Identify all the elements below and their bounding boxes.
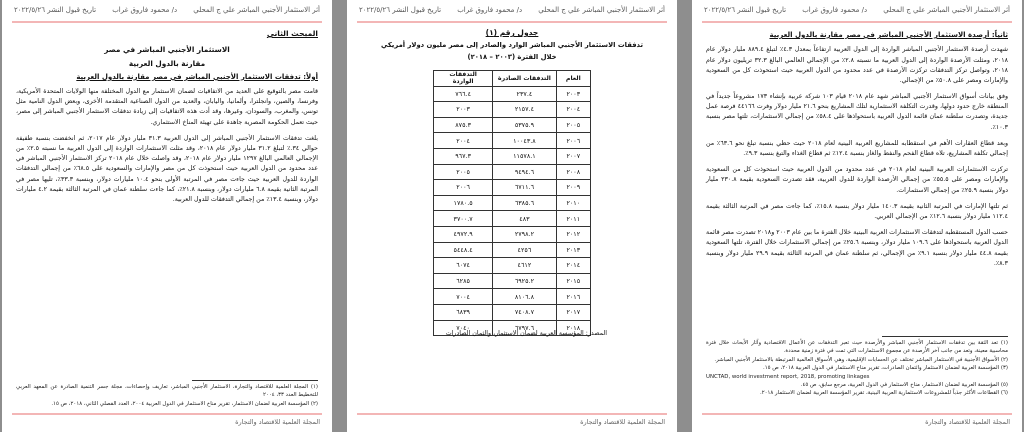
- paragraph: بلغت تدفقات الاستثمار الأجنبي المباشر إلى الدول العربية ٣١.٣ مليار دولار عام ٢٠١٧، ثم انخفضت بنسبة طفيفة حوالي ٣٤.٪ لتبلغ ٣١.٢ مليار دولار عام ٢٠١٨، وقد مثلت الاستثمارات الواردة إلى الدول العربية ما نسبته ٢.٥٪ من الإجمالي العالمي البالغ ١٢٩٧ مليار دولار عام ٢٠١٨، وقد واصلت خلال عام ٢٠١٨ تركز الاستثمار الأجنبي المباشر في عدد محدود من الدول العربية حيث استحوذت كل من مصر والإمارات والسعودية على ٦٨.٥٪ من إجمالي التدفقات الواردة للدول العربية حيث جاءت مصر في المرتبة الأولى بنحو ١٠.٤ مليارات دولار، وبنسبة ٣٣.٣٪، تليها مصر في المرتبة الثانية بقيمة ٦.٨ مليارات دولار، وبنسبة ٢١.٨٪، كما جاءت سلطنة عمان في المرتبة الثالثة بقيمة ٤.٢ مليارات دولار، وبنسبة ١٣.٤٪ من إجمالي التدفقات للدول العربية.: [16, 134, 318, 203]
- main-title-line-1: الاستثمار الأجنبي المباشر في مصر: [104, 45, 230, 55]
- footer-divider: [702, 413, 1012, 415]
- page-footer: المجلة العلمية للاقتصاد والتجارة: [235, 418, 320, 426]
- footnote: (٥) المؤسسة العربية لضمان الاستثمار، مناخ الاستثمار في الدول العربية، مرجع سابق، ص ٤٥.: [800, 381, 1008, 388]
- table-row: [434, 180, 591, 196]
- table-cell: ٧٤٠٨.٧: [493, 304, 556, 320]
- table-row: [434, 117, 591, 133]
- table-cell: ٢٠١٦: [556, 289, 590, 305]
- footnotes: [16, 383, 318, 408]
- table-cell: ٧٦٦.٤: [434, 86, 493, 102]
- header-date: تاريخ قبول النشر ٢٠٢٢/٥/٢٦: [14, 6, 97, 14]
- table-row: [434, 273, 591, 289]
- table-period: خلال الفترة (٢٠٠٣ – ٢٠١٨): [467, 53, 557, 61]
- table-cell: ٢٠١١: [556, 211, 590, 227]
- table-cell: ٤٢٥٦: [493, 242, 556, 258]
- column-header: التدفقات الصادرة: [493, 71, 556, 87]
- footnote: (١) المجلة العلمية للاقتصاد والتجارة، الاستثمار الأجنبي المباشر، تعاريف وإحصاءات، مجلة جسر التنمية الصادرة عن المعهد العربي للتخطيط العدد ٣٣، ٢٠٠٤: [16, 384, 318, 399]
- header-title: أثر الاستثمار الأجنبي المباشر علي ج المحلي: [193, 6, 320, 14]
- table-caption: [361, 28, 663, 61]
- table-cell: ٢٠١٢: [556, 226, 590, 242]
- table-cell: ٢٣٧.٤: [493, 86, 556, 102]
- paragraph: وبعد قطاع العقارات الأهم في استقطابه للمشاريع العربية البينية لعام ٢٠١٨ حيث حظي بنسبة تبلغ نحو ٦٣.٦٪ من إجمالي تكلفة المشاريع، تلاه قطاع الفحم والنفط والغاز بنسبة ١٢.٤٪ ثم قطاع الغذاء والتبغ بنسبة ٩.٣٪.: [706, 139, 1008, 158]
- main-title-line-2: مقارنة بالدول العربية: [128, 58, 206, 68]
- footnote: (١) تعد الثقة بين تدفقات الاستثمار الأجنبي المباشر والأرصدة حيث تعبر التدفقات عن الأعمال الاقتصادية وآثار الأبحاث خلال فترة محاسبية معينة، وتعد من جانب آخر الأرصدة عن مجموع الاستثمارات التي تمت في فترة زمنية محددة.: [706, 340, 1008, 355]
- table-cell: ٢٠٠٥: [434, 164, 493, 180]
- table-cell: ٦٧١١.٦: [493, 180, 556, 196]
- header-author: د/ محمود فاروق غراب: [457, 6, 523, 14]
- table-cell: ٢٠٠٦: [556, 133, 590, 149]
- table-cell: ٩٤٩٤.٦: [493, 164, 556, 180]
- table-cell: ٦٢٨٥: [434, 273, 493, 289]
- table-cell: ٤٩٧٢.٩: [434, 226, 493, 242]
- footnote-divider: [192, 380, 318, 381]
- header-title: أثر الاستثمار الأجنبي المباشر علي ج المحلي: [538, 6, 665, 14]
- table-cell: ٦٧٩٧.٦: [493, 320, 556, 336]
- table-row: [434, 304, 591, 320]
- header-divider: [702, 21, 1012, 23]
- table-cell: ٩٦٧.٣: [434, 148, 493, 164]
- column-header: العام: [556, 71, 590, 87]
- table-row: [434, 164, 591, 180]
- table-cell: ٢٠١٧: [556, 304, 590, 320]
- table-cell: ٥٤٤٨.٤: [434, 242, 493, 258]
- sub-heading: أولاً: تدفقات الاستثمار الأجنبي المباشر في مصر مقارنة بالدول العربية: [76, 72, 318, 81]
- table-cell: ١٠٠٤٣.٨: [493, 133, 556, 149]
- table-cell: ٢٧٩٨.٢: [493, 226, 556, 242]
- table-cell: ٣٧٠٠.٧: [434, 211, 493, 227]
- document-page-left: [2, 0, 332, 432]
- table-cell: ١٧٨٠.٥: [434, 195, 493, 211]
- table-row: [434, 148, 591, 164]
- table-row: [434, 242, 591, 258]
- section-title: المبحث الثاني: [266, 29, 318, 38]
- header-date: تاريخ قبول النشر ٢٠٢٢/٥/٢٦: [359, 6, 442, 14]
- header-title: أثر الاستثمار الأجنبي المباشر علي ج المحلي: [883, 6, 1010, 14]
- table-cell: ٨٧٥.٣: [434, 117, 493, 133]
- footnote: (٣) المؤسسة العربية لضمان الاستثمار وائتمان الصادرات، تقرير مناخ الاستثمار في الدول العربية ٢٠١٨، ص ١٥.: [763, 365, 1008, 372]
- table-cell: ٨١٠٦.٨: [493, 289, 556, 305]
- header-divider: [12, 21, 322, 23]
- table-header-row: [434, 71, 591, 87]
- table-cell: ٢١٥٧.٤: [493, 102, 556, 118]
- table-cell: ٦٨٣٩: [434, 304, 493, 320]
- table-container: [433, 70, 591, 336]
- footer-divider: [357, 413, 667, 415]
- document-page-middle: [347, 0, 677, 432]
- table-cell: ٢٠٠٩: [556, 180, 590, 196]
- table-row: [434, 86, 591, 102]
- fdi-table: [433, 70, 591, 336]
- table-cell: ٢٠٠٣: [556, 86, 590, 102]
- page-footer: المجلة العلمية للاقتصاد والتجارة: [925, 418, 1010, 426]
- table-cell: ٦٩٢٥.٢: [493, 273, 556, 289]
- table-cell: ٤٨٣: [493, 211, 556, 227]
- paragraph: تركزت الاستثمارات العربية البينية لعام ٢٠١٨ في عدد محدود من الدول العربية حيث استحوذت كل من السعودية والإمارات ومصر على ٥٥.٥٪ من إجمالي الأرصدة الواردة للدول العربية، فقد تصدرت السعودية بقيمة ٢٣٠.٨ مليار دولار بنسبة ٢٥.٩٪ من إجمالي الاستثمارات.: [706, 166, 1008, 194]
- table-cell: ٢٠١٣: [556, 242, 590, 258]
- paragraph: حسب الدول المستقطبة لتدفقات الاستثمارات العربية البينية خلال الفترة ما بين عام ٢٠٠٣ و٢٠١٨ تصدرت مصر قائمة الدول العربية باستحواذها على ١٠٩.٦ مليار دولار، وبنسبة ٢٥.٦٪ من إجمالي الاستثمارات خلال الفترة، تلتها السعودية بقيمة ٤٤.٨ مليار دولار بنسبة ٩.١٪ من الإجمالي، ثم سلطنة عمان في المرتبة الثالثة بقيمة ٢٩.٩ مليار دولار وبنسبة ٨.٣٪.: [706, 229, 1009, 267]
- table-cell: ٢٠٠٤: [434, 133, 493, 149]
- column-header: التدفقات الواردة: [434, 71, 493, 87]
- table-row: [434, 289, 591, 305]
- header-author: د/ محمود فاروق غراب: [112, 6, 178, 14]
- footnote-divider: [882, 336, 1008, 337]
- header-divider: [357, 21, 667, 23]
- page-body: [706, 28, 1008, 275]
- table-row: [434, 102, 591, 118]
- table-cell: ٢٠٠٧: [556, 148, 590, 164]
- document-page-right: [692, 0, 1022, 432]
- footnotes: [706, 339, 1008, 398]
- footnote: (٢) الأسواق الأجنبية في الاستثمار المباشر تختلف عن الحسابات الإقليمية، وهي الأسواق العالمية المرتبطة بالاستثمار الأجنبي المباشر.: [714, 356, 1008, 363]
- header-date: تاريخ قبول النشر ٢٠٢٢/٥/٢٦: [704, 6, 787, 14]
- table-cell: ٢٠٠٥: [556, 117, 590, 133]
- table-label: جدول رقم (١): [485, 28, 539, 37]
- table-cell: ٥٣٧٥.٩: [493, 117, 556, 133]
- page-body: [16, 28, 318, 211]
- paragraph: قامت مصر بالتوقيع على العديد من الاتفاقيات لضمان الاستثمار مع الدول المختلفة منها الولايات المتحدة الأمريكية، وفرنسا، والصين، وانجلترا، وألمانيا، واليابان، والعديد من الدول الصناعية المتقدمة الأخرى، وبعض الدول النامية مثل تونس، والمغرب، والسودان، وغيرها، وقد أدت هذه الاتفاقيات إلى زيادة تدفقات الاستثمار الأجنبي المباشر إلى مصر، حيث تعمل الحكومة المصرية جاهدة على تهيئة المناخ الاستثماري.: [16, 88, 318, 126]
- table-cell: ٢٠١٥: [556, 273, 590, 289]
- table-cell: ٢٠١٠: [556, 195, 590, 211]
- table-cell: ٤٦١٢: [493, 258, 556, 274]
- table-cell: ٦٠٧٤: [434, 258, 493, 274]
- footer-divider: [12, 413, 322, 415]
- footnote: (٢) المؤسسة العربية لضمان الاستثمار، تقرير مناخ الاستثمار في الدول العربية ٢٠٠٤، العدد الفصلي الثاني، ٢٠١٨، ص ١٥.: [51, 400, 318, 407]
- header-author: د/ محمود فاروق غراب: [802, 6, 868, 14]
- table-row: [434, 258, 591, 274]
- table-cell: ٢٠٠٤: [556, 102, 590, 118]
- footnote: (٦) القطاعات الأكثر جذباً للمشروعات الاستثمارية العربية البينية، تقرير المؤسسة العربية لضمان الاستثمار ٢٠١٨.: [760, 390, 1008, 397]
- table-row: [434, 211, 591, 227]
- table-row: [434, 133, 591, 149]
- page-footer: المجلة العلمية للاقتصاد والتجارة: [580, 418, 665, 426]
- table-source: المصدر: المؤسسة العربية لضمان الاستثمار، والثمان الصادرات: [445, 330, 607, 337]
- table-cell: ٢٠٠٣: [434, 102, 493, 118]
- page-header: [14, 6, 320, 18]
- paragraph: وفق بيانات أسواق الاستثمار الأجنبي المباشر شهد عام ٢٠١٨ قيام ١٠٣ شركة عربية بإنشاء ١٧٣ مشروعاً جديداً في المنطقة خارج حدود دولها، وقدرت التكلفة الاستثمارية لتلك المشاريع بنحو ٢١.٦ مليار دولار وفرت ٤٤١٦٦ فرصة عمل جديدة، وتصدرت سلطنة عمان قائمة الدول العربية باستحواذها على ٥٨.٤٪ من إجمالي الاستثمارات، تلتها مصر بنسبة ١٠.٣٪.: [706, 93, 1009, 131]
- footnote: UNCTAD, world investment report, 2018, promoting linkages: [706, 373, 870, 380]
- table-cell: ٧٠٤٠: [434, 320, 493, 336]
- table-cell: ٦٣٨٥.٦: [493, 195, 556, 211]
- sub-heading: ثانياً: أرصدة الاستثمار الأجنبي المباشر في مصر مقارنة بالدول العربية: [769, 31, 1008, 39]
- paragraph: ثم تلتها الإمارات في المرتبة الثانية بقيمة ١٤٠.٣ مليار دولار بنسبة ١٥.٨٪، كما جاءت مصر في المرتبة الثالثة بقيمة ١١٢.٤ مليار دولار بنسبة ١٢.٦٪ من الإجمالي العربي.: [706, 202, 1008, 220]
- page-header: [704, 6, 1010, 18]
- table-title: تدفقات الاستثمار الأجنبي المباشر الوارد والصادر إلى مصر مليون دولار أمريكي: [380, 41, 644, 49]
- page-header: [359, 6, 665, 18]
- table-cell: ٢٠١٤: [556, 258, 590, 274]
- table-cell: ٢٠٠٦: [434, 180, 493, 196]
- table-row: [434, 226, 591, 242]
- paragraph: شهدت أرصدة الاستثمار الأجنبي المباشر الواردة إلى الدول العربية ارتفاعاً بمعدل ٤.٣٪ لتبلغ ٨٨٩.٤ مليار دولار عام ٢٠١٨، ومثلت الأرصدة الواردة إلى الدول العربية ما نسبته ٢.٨٪ من الإجمالي العالمي البالغ ٣٢.٣ تريليون دولار عام ٢٠١٨، وتواصل تركز التدفقات تركزت الأرصدة في عدد محدود من الدول العربية حيث استحوذت كل من السعودية والإمارات ومصر على ٥٠.٨٪ من الإجمالي.: [706, 46, 1008, 84]
- table-cell: ٢٠١٨: [556, 320, 590, 336]
- table-cell: ١١٥٧٨.١: [493, 148, 556, 164]
- table-row: [434, 195, 591, 211]
- table-cell: ٢٠٠٨: [556, 164, 590, 180]
- table-cell: ٧٠٠٤: [434, 289, 493, 305]
